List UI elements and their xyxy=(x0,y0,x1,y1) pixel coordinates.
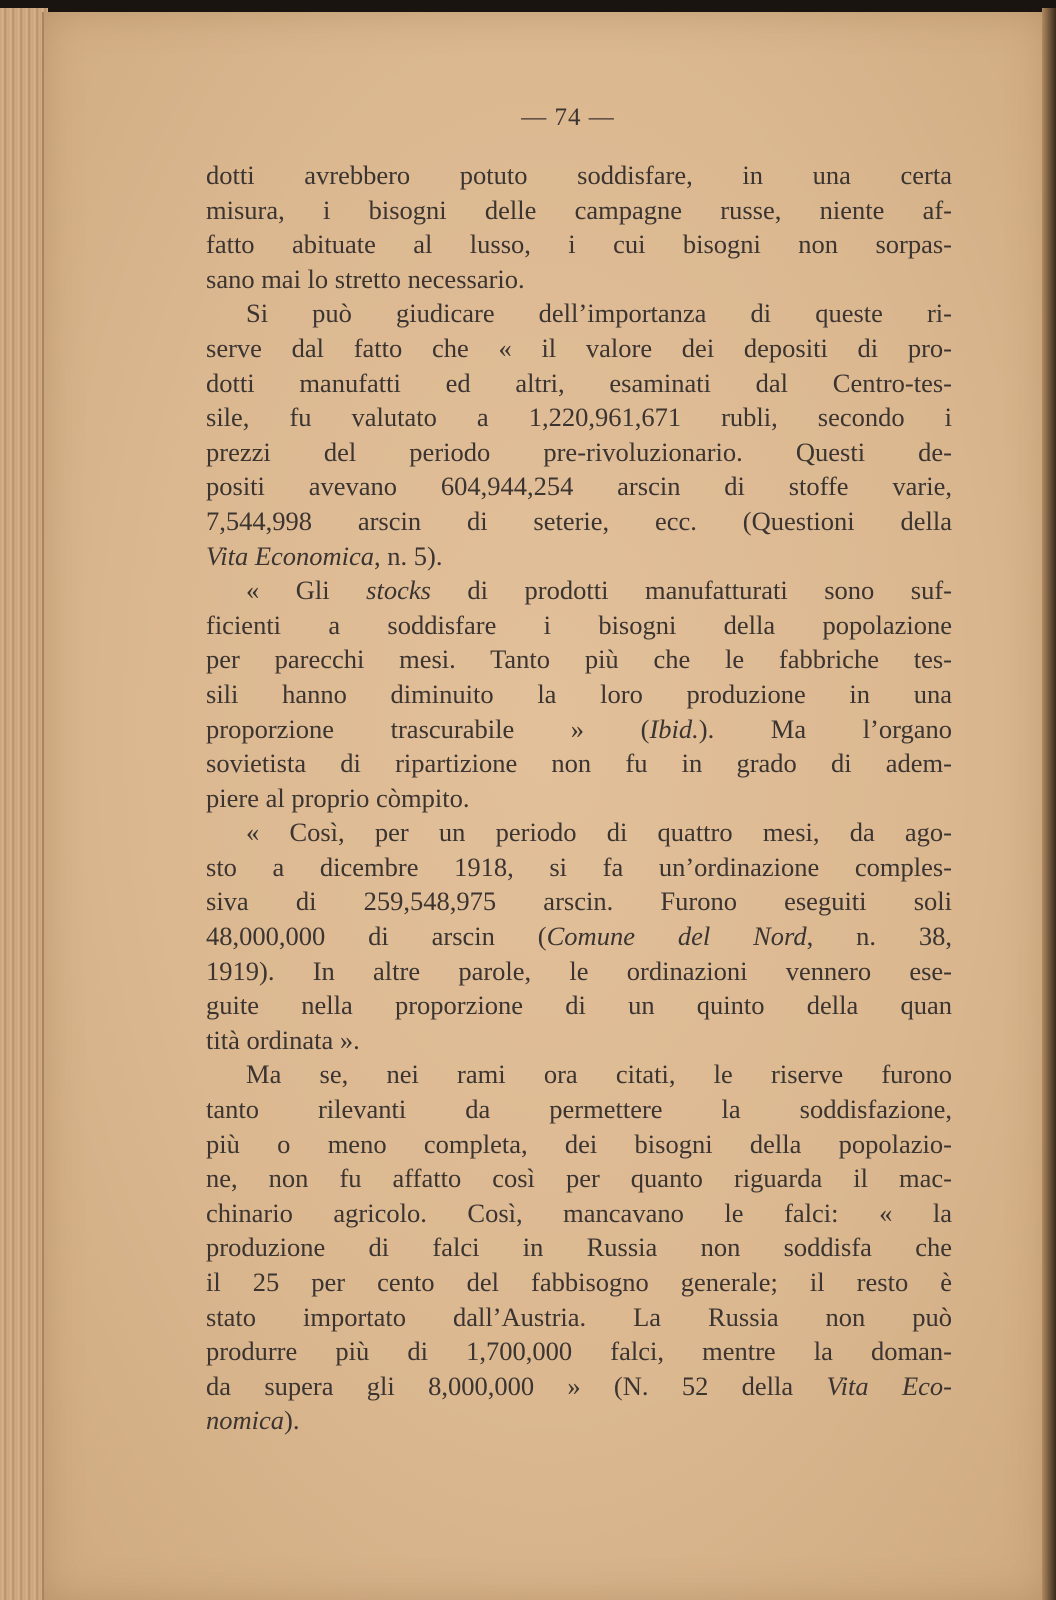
italic-text: Vita Eco- xyxy=(826,1370,952,1401)
text-line: Si può giudicare dell’importanza di queste ri- xyxy=(246,298,952,329)
text-line: tanto rilevanti da permettere la soddisfazione, xyxy=(206,1094,952,1125)
text-line: chinario agricolo. Così, mancavano le falci: « la xyxy=(206,1197,952,1228)
italic-text: nomica xyxy=(206,1405,285,1436)
italic-text: Vita Economica xyxy=(206,540,375,571)
text-line: da supera gli 8,000,000 » (N. 52 della Vita Eco- xyxy=(206,1370,952,1401)
text-line: nomica). xyxy=(206,1405,300,1436)
italic-text: Comune del Nord xyxy=(546,921,807,952)
text-line: produzione di falci in Russia non soddisfa che xyxy=(206,1232,952,1263)
text-line: 1919). In altre parole, le ordinazioni vennero ese- xyxy=(206,955,952,986)
text-line: sto a dicembre 1918, si fa un’ordinazione comples- xyxy=(206,851,952,882)
text-line: stato importato dall’Austria. La Russia non può xyxy=(206,1301,952,1332)
text-line: serve dal fatto che « il valore dei depositi di pro- xyxy=(206,332,952,363)
text-line: misura, i bisogni delle campagne russe, niente af- xyxy=(206,194,952,225)
text-line: 7,544,998 arscin di seterie, ecc. (Questioni della xyxy=(206,505,952,536)
right-page-edge xyxy=(1042,8,1056,1600)
text-line: ne, non fu affatto così per quanto riguarda il mac- xyxy=(206,1163,952,1194)
text-line: per parecchi mesi. Tanto più che le fabbriche tes- xyxy=(206,644,952,675)
italic-text: stocks xyxy=(366,575,431,606)
text-line: dotti avrebbero potuto soddisfare, in una certa xyxy=(206,160,952,190)
text-line: produrre più di 1,700,000 falci, mentre la doman- xyxy=(206,1336,952,1367)
text-line: fatto abituate al lusso, i cui bisogni non sorpas- xyxy=(206,229,952,260)
text-line: Vita Economica, n. 5). xyxy=(206,540,443,571)
text-line: tità ordinata ». xyxy=(206,1024,360,1055)
text-line: guite nella proporzione di un quinto della quan xyxy=(206,990,952,1021)
text-line: più o meno completa, dei bisogni della popolazio- xyxy=(206,1128,952,1159)
text-line: sano mai lo stretto necessario. xyxy=(206,263,525,294)
text-line: sili hanno diminuito la loro produzione in una xyxy=(206,678,952,709)
text-line: « Gli stocks di prodotti manufatturati sono suf- xyxy=(246,575,952,606)
text-line: ficienti a soddisfare i bisogni della popolazione xyxy=(206,609,952,640)
text-line: il 25 per cento del fabbisogno generale; il resto è xyxy=(206,1267,952,1297)
text-line: sile, fu valutato a 1,220,961,671 rubli, secondo i xyxy=(206,402,952,433)
text-line: prezzi del periodo pre-rivoluzionario. Questi de- xyxy=(206,436,952,467)
text-line: Ma se, nei rami ora citati, le riserve furono xyxy=(246,1059,952,1090)
text-line: piere al proprio còmpito. xyxy=(206,782,470,813)
text-line: siva di 259,548,975 arscin. Furono eseguiti soli xyxy=(206,886,952,917)
italic-text: Ibid. xyxy=(649,713,699,744)
text-line: sovietista di ripartizione non fu in grado di adem- xyxy=(206,748,952,779)
text-line: 48,000,000 di arscin (Comune del Nord, n. 38, xyxy=(206,921,953,952)
text-line: « Così, per un periodo di quattro mesi, da ago- xyxy=(246,817,952,848)
body-text xyxy=(206,158,952,1438)
page-number: — 74 — xyxy=(521,104,615,131)
page-edges xyxy=(0,8,48,1600)
text-line: positi avevano 604,944,254 arscin di stoffe varie, xyxy=(206,471,952,502)
text-line: dotti manufatti ed altri, esaminati dal Centro-tes- xyxy=(206,367,952,398)
text-line: proporzione trascurabile » (Ibid.). Ma l’organo xyxy=(206,713,952,744)
